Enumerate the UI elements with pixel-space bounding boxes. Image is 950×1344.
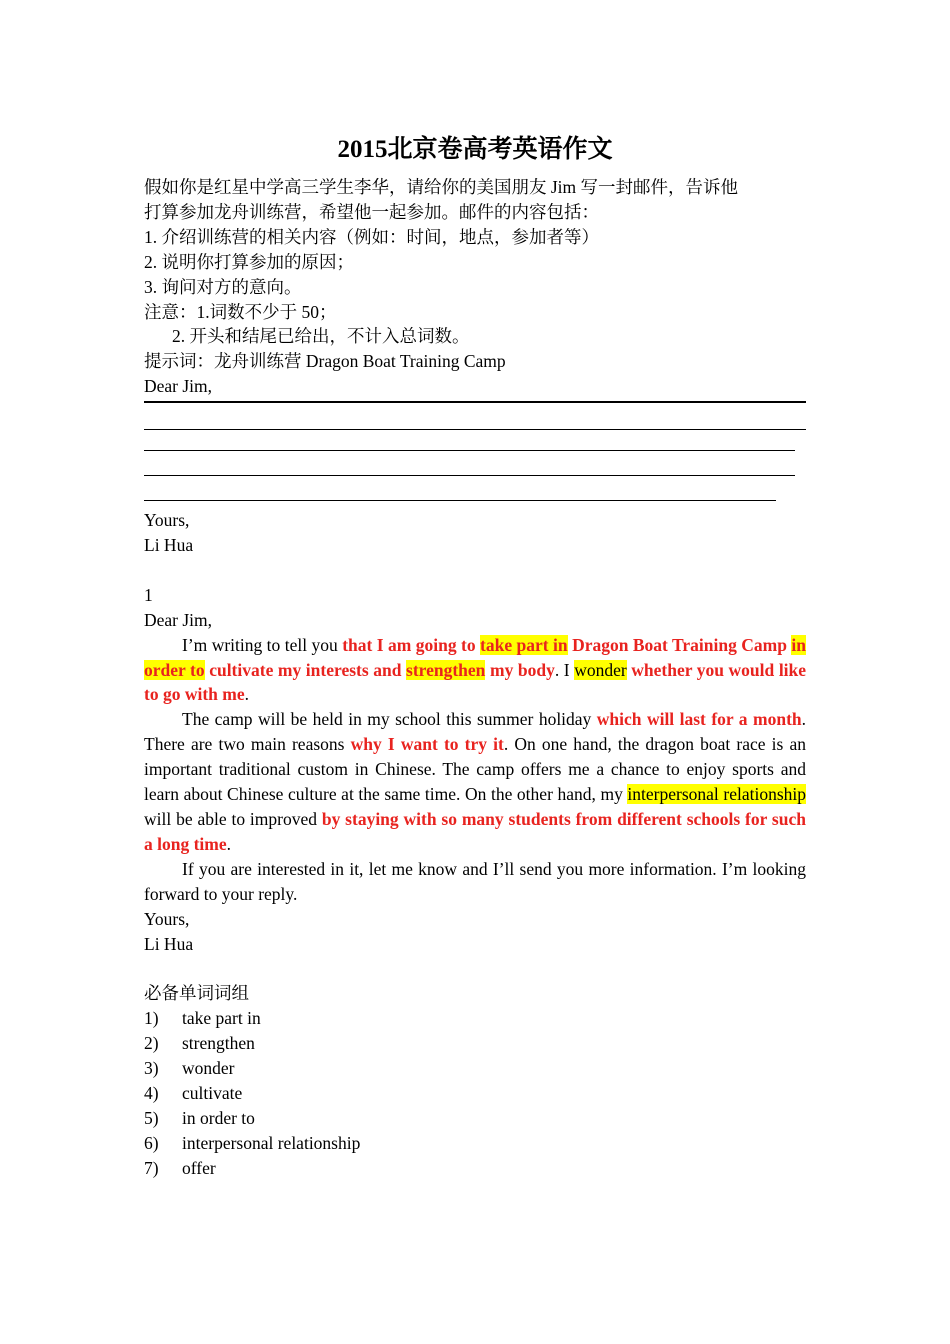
list-number: 2) (144, 1033, 159, 1054)
list-number: 1) (144, 1008, 159, 1029)
vocab-list (144, 1006, 806, 1180)
list-text: wonder (182, 1058, 235, 1079)
prompt-note-1: 注意：1.词数不少于 50； (144, 301, 337, 322)
prompt-closing: Yours, (144, 510, 190, 531)
text: . (244, 684, 249, 705)
sample-greeting: Dear Jim, (144, 609, 213, 630)
list-text: cultivate (182, 1082, 243, 1103)
prompt-greeting: Dear Jim, (144, 376, 213, 397)
text: . On one hand, the dragon boat race is an important traditional custom in Chinese. The camp offers me a chance to enjoy sports and learn about Chinese culture at the same time. On the other hand, my (144, 734, 806, 805)
text: . (226, 833, 232, 854)
vocab-heading: 必备单词词组 (144, 983, 249, 1004)
sample-number: 1 (144, 584, 153, 605)
sample-paragraph-2 (144, 707, 806, 856)
document-title: 2015北京卷高考英语作文 (337, 136, 613, 163)
list-item (144, 1106, 806, 1131)
highlighted-word: wonder (574, 659, 627, 680)
list-text: strengthen (182, 1033, 255, 1054)
prompt-line-1: 假如你是红星中学高三学生李华，请给你的美国朋友 Jim 写一封邮件，告诉他 (144, 177, 739, 197)
list-number: 6) (144, 1132, 159, 1153)
list-item (144, 1006, 806, 1031)
text: will be able to improved (144, 809, 322, 830)
sample-paragraph-1 (144, 633, 806, 708)
emphasis: whether you would like to go with me (144, 659, 807, 705)
text: The camp will be held in my school this summer holiday (182, 709, 597, 730)
highlighted-phrase: interpersonal relationship (627, 784, 806, 805)
prompt-hint: 提示词：龙舟训练营 Dragon Boat Training Camp (144, 351, 506, 372)
emphasis: which will last for a month (596, 709, 802, 730)
document-page (144, 133, 806, 1181)
emphasis: why I want to try it (350, 734, 504, 755)
sample-signature: Li Hua (144, 933, 194, 954)
text: . I (554, 659, 575, 680)
sample-paragraph-3: If you are interested in it, let me know and I’ll send you more information. I’m looking forward to your reply. (144, 858, 806, 904)
prompt-item-3: 3. 询问对方的意向。 (144, 276, 302, 297)
emphasis: cultivate my interests and (204, 659, 407, 680)
list-item (144, 1081, 806, 1106)
list-text: offer (182, 1157, 216, 1178)
prompt-note-2: 2. 开头和结尾已给出，不计入总词数。 (172, 326, 470, 347)
list-text: take part in (182, 1008, 261, 1029)
list-text: interpersonal relationship (182, 1132, 361, 1153)
list-item (144, 1031, 806, 1056)
answer-blank-line (144, 409, 806, 430)
highlighted-phrase: take part in (480, 634, 568, 655)
emphasis: Dragon Boat Training Camp (567, 634, 792, 655)
sample-closing: Yours, (144, 908, 190, 929)
answer-top-rule (144, 401, 806, 403)
highlighted-phrase: in order to (144, 634, 806, 680)
list-text: in order to (182, 1107, 255, 1128)
answer-blank-line (144, 480, 776, 501)
prompt-line-2: 打算参加龙舟训练营，希望他一起参加。邮件的内容包括： (144, 201, 599, 222)
prompt-signature: Li Hua (144, 535, 194, 556)
list-number: 3) (144, 1058, 159, 1079)
highlighted-phrase: strengthen (406, 659, 486, 680)
prompt-item-2: 2. 说明你打算参加的原因； (144, 251, 354, 272)
emphasis: that I am going to (342, 634, 481, 655)
list-number: 4) (144, 1082, 159, 1103)
list-item (144, 1056, 806, 1081)
answer-blank-line (144, 455, 795, 476)
answer-blank-line (144, 430, 795, 451)
list-item (144, 1131, 806, 1156)
list-number: 7) (144, 1157, 159, 1178)
emphasis: by staying with so many students from different schools for such a long time (144, 809, 806, 854)
list-item (144, 1156, 806, 1181)
text: I’m writing to tell you (182, 634, 343, 655)
list-number: 5) (144, 1107, 159, 1128)
text: . There are two main reasons (144, 709, 807, 755)
emphasis: my body (485, 659, 555, 680)
prompt-item-1: 1. 介绍训练营的相关内容（例如：时间，地点，参加者等） (144, 226, 599, 247)
